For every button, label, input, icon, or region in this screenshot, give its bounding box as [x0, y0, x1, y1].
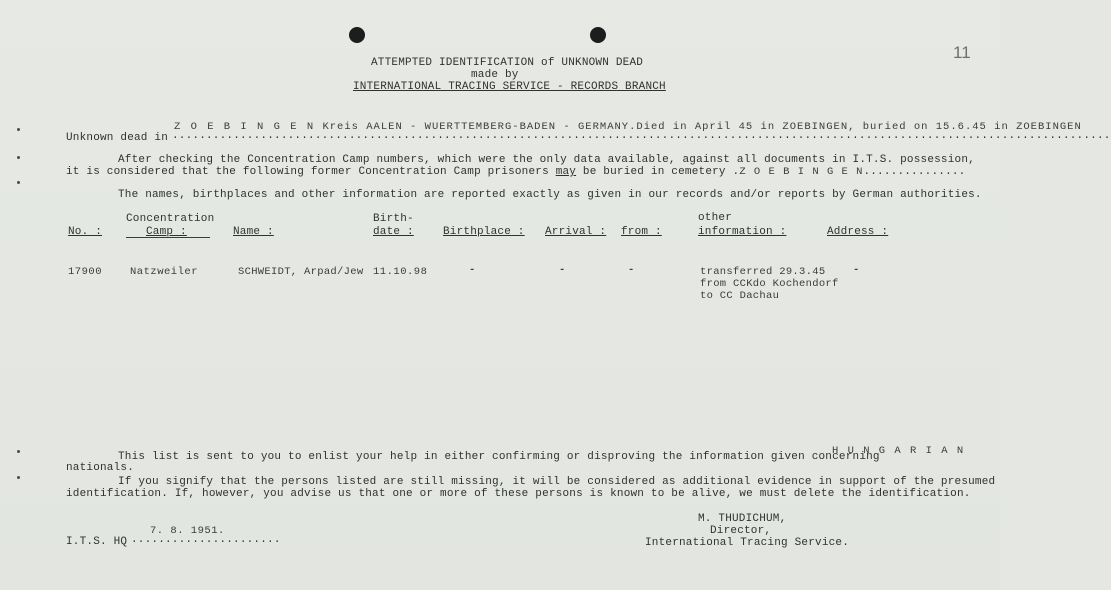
header-title: ATTEMPTED IDENTIFICATION of UNKNOWN DEAD — [371, 57, 644, 69]
intro-line-2-pre: it is considered that the following former Concentration Camp prisoners — [66, 166, 556, 178]
signer-name: M. THUDICHUM, — [698, 513, 787, 525]
missing-line-2: identification. If, however, you advise us that one or more of these persons is known to be alive, we must delete the identification. — [66, 488, 971, 500]
cell-birthdate: 11.10.98 — [373, 266, 428, 278]
help-line: This list is sent to you to enlist your help in either confirming or disproving the information given concerning — [118, 451, 880, 463]
missing-line-1: If you signify that the persons listed are still missing, it will be considered as additional evidence in support of the presumed — [118, 476, 996, 488]
cell-name: SCHWEIDT, Arpad/Jew — [238, 266, 364, 278]
cell-address: - — [853, 264, 861, 276]
punch-hole-left — [349, 27, 365, 43]
kreis-text: Kreis AALEN - WUERTTEMBERG-BADEN — [322, 121, 557, 133]
col-from: from : — [621, 226, 662, 238]
cell-no: 17900 — [68, 266, 103, 278]
unknown-dead-place — [174, 121, 1082, 133]
col-arrival: Arrival : — [545, 226, 607, 238]
cell-info-1: transferred 29.3.45 — [700, 266, 826, 278]
col-birthplace: Birthplace : — [443, 226, 525, 238]
country-text: - GERMANY. — [563, 121, 637, 133]
place-name: Z O E B I N G E N — [174, 121, 316, 133]
margin-mark — [17, 181, 20, 184]
intro-dots: ............... — [863, 166, 966, 178]
margin-mark — [17, 450, 20, 453]
margin-mark — [17, 476, 20, 479]
cell-arrival: - — [559, 264, 567, 276]
col-no: No. : — [68, 226, 103, 238]
col-birthdate: date : — [373, 226, 414, 238]
header-made-by: made by — [471, 69, 519, 81]
cell-from: - — [628, 264, 636, 276]
its-hq-dots: ...................... — [131, 534, 281, 546]
intro-line-2 — [66, 166, 965, 178]
margin-mark — [17, 128, 20, 131]
cell-info-2: from CCKdo Kochendorf — [700, 278, 839, 290]
document-date: 7. 8. 1951. — [150, 525, 225, 537]
signer-organization: International Tracing Service. — [645, 537, 850, 549]
col-other-info: information : — [698, 226, 787, 238]
intro-line-1: After checking the Concentration Camp numbers, which were the only data available, against all documents in I.T.S. possession, — [118, 154, 975, 166]
col-address: Address : — [827, 226, 889, 238]
intro-line-2-post: be buried in cemetery . — [576, 166, 740, 178]
col-camp: Camp : — [146, 226, 187, 238]
col-camp-top: Concentration — [126, 213, 215, 225]
header-organization: INTERNATIONAL TRACING SERVICE - RECORDS BRANCH — [353, 81, 666, 93]
its-hq-label: I.T.S. HQ — [66, 536, 128, 548]
punch-hole-right — [590, 27, 606, 43]
cell-camp: Natzweiler — [130, 266, 199, 278]
col-birth-top: Birth- — [373, 213, 414, 225]
nationality: H U N G A R I A N — [832, 445, 965, 457]
cell-info-3: to CC Dachau — [700, 290, 780, 302]
margin-mark — [17, 156, 20, 159]
unknown-dead-label: Unknown dead in — [66, 132, 169, 144]
intro-may: may — [555, 166, 577, 178]
buried-text: , buried on 15.6.45 in ZOEBINGEN — [848, 121, 1082, 133]
page-number: 11 — [953, 43, 971, 62]
intro-line-3: The names, birthplaces and other information are reported exactly as given in our records and/or reports by German authorities. — [118, 189, 982, 201]
cell-birthplace: - — [469, 264, 477, 276]
col-other-top: other — [698, 212, 733, 224]
col-name: Name : — [233, 226, 274, 238]
cemetery-name: Z O E B I N G E N — [739, 166, 864, 178]
signer-title: Director, — [710, 525, 772, 537]
nationals-text: nationals. — [66, 462, 135, 474]
col-camp-rule — [126, 237, 210, 238]
died-text: Died in April 45 in ZOEBINGEN — [636, 121, 849, 133]
unknown-dead-dots: .......................................................................................................................................... — [172, 130, 1111, 142]
